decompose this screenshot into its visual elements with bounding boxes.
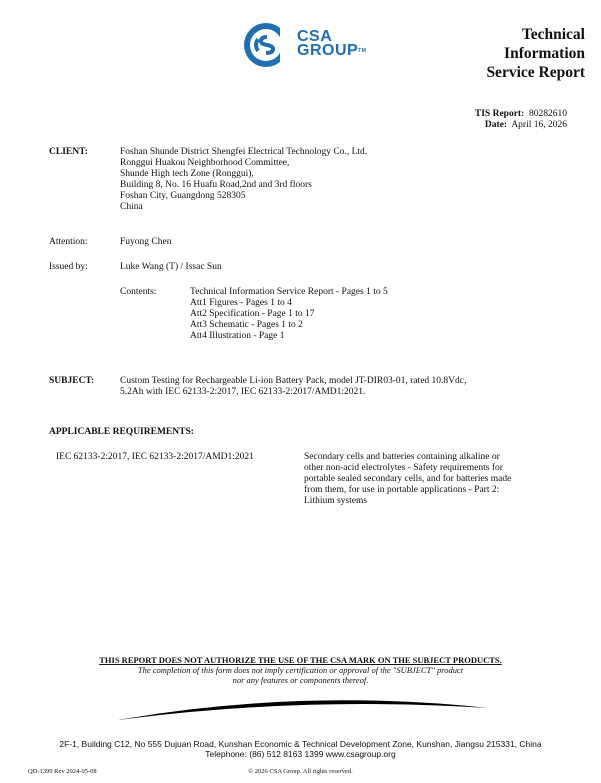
contents-item: Att3 Schematic - Pages 1 to 2 — [190, 320, 303, 330]
subject-label: SUBJECT: — [49, 376, 95, 386]
client-label: CLIENT: — [49, 147, 88, 157]
report-date-value: April 16, 2026 — [511, 120, 567, 130]
report-number-row — [475, 109, 567, 120]
notice-line-2 — [0, 665, 601, 675]
client-line: Ronggui Huakou Neighborhood Committee, — [120, 158, 290, 168]
csa-logo-icon — [240, 20, 292, 70]
contents-item: Att2 Specification - Page 1 to 17 — [190, 309, 315, 319]
notice-line-2-text: The completion of this form does not imply certification or approval of the "SUBJECT" product — [137, 665, 464, 675]
contents-label: Contents: — [120, 287, 157, 297]
report-date-row — [475, 120, 567, 131]
requirements-description-line: Lithium systems — [304, 496, 368, 506]
logo-line-csa: CSA — [297, 28, 333, 45]
logo-wordmark — [297, 30, 366, 58]
title-line-2: Information — [504, 45, 585, 62]
report-meta — [475, 109, 567, 131]
subject-text — [120, 376, 466, 398]
requirements-description-line: Secondary cells and batteries containing alkaline or — [304, 452, 500, 462]
requirements-description-line: portable sealed secondary cells, and for batteries made — [304, 474, 512, 484]
requirements-description — [304, 452, 511, 507]
report-number-label: TIS Report: — [474, 109, 525, 119]
copyright: © 2026 CSA Group. All rights reserved. — [248, 768, 353, 775]
client-line: Building 8, No. 16 Huafu Road,2nd and 3rd floors — [120, 180, 312, 190]
report-date-label: Date: — [484, 120, 508, 130]
contents-list — [190, 287, 388, 342]
logo-trademark: TM — [358, 48, 367, 54]
client-line: China — [120, 202, 143, 212]
footer-address: 2F-1, Building C12, No 555 Dujuan Road, Kunshan Economic & Technical Development Zone, Kunshan, Jiangsu 215331, China — [59, 739, 542, 749]
footer-phone: Telephone: (86) 512 8163 1399 www.csagroup.org — [205, 749, 396, 759]
issued-by-label: Issued by: — [49, 262, 88, 272]
client-line: Shunde High tech Zone (Ronggui), — [120, 169, 254, 179]
report-number-value: 80282610 — [529, 109, 567, 119]
contents-item: Technical Information Service Report - Pages 1 to 5 — [190, 287, 388, 297]
report-title — [486, 25, 585, 82]
requirements-heading: APPLICABLE REQUIREMENTS: — [49, 427, 194, 437]
title-line-1: Technical — [521, 26, 585, 43]
csa-group-logo — [240, 20, 400, 70]
requirements-description-line: other non-acid electrolytes - Safety requirements for — [304, 463, 503, 473]
client-line: Foshan City, Guangdong 528305 — [120, 191, 246, 201]
notice-line-1: THIS REPORT DOES NOT AUTHORIZE THE USE OF THE CSA MARK ON THE SUBJECT PRODUCTS. — [99, 655, 502, 665]
footer-swoosh-divider — [118, 696, 488, 726]
issued-by-value: Luke Wang (T) / Issac Sun — [120, 262, 222, 272]
client-address — [120, 147, 367, 213]
title-line-3: Service Report — [486, 64, 585, 81]
logo-line-group: GROUP™ — [297, 42, 367, 59]
contents-item: Att4 Illustration - Page 1 — [190, 331, 285, 341]
requirements-description-line: from them, for use in portable applications - Part 2: — [304, 485, 500, 495]
subject-line: Custom Testing for Rechargeable Li-ion Battery Pack, model JT-DIR03-01, rated 10.8Vdc, — [120, 376, 467, 386]
notice-line-3 — [0, 675, 601, 685]
subject-line: 5.2Ah with IEC 62133-2:2017, IEC 62133-2:2017/AMD1:2021. — [120, 387, 366, 397]
contents-item: Att1 Figures - Pages 1 to 4 — [190, 298, 292, 308]
attention-value: Fuyong Chen — [120, 237, 172, 247]
form-id: QD-1399 Rev 2024-05-08 — [28, 768, 97, 775]
notice-line-3-text: nor any features or components thereof. — [232, 675, 369, 685]
footer-address-block — [0, 739, 601, 759]
attention-label: Attention: — [49, 237, 88, 247]
client-line: Foshan Shunde District Shengfei Electrical Technology Co., Ltd. — [120, 147, 368, 157]
requirements-standard: IEC 62133-2:2017, IEC 62133-2:2017/AMD1:2021 — [56, 452, 254, 462]
authorization-notice — [0, 655, 601, 685]
